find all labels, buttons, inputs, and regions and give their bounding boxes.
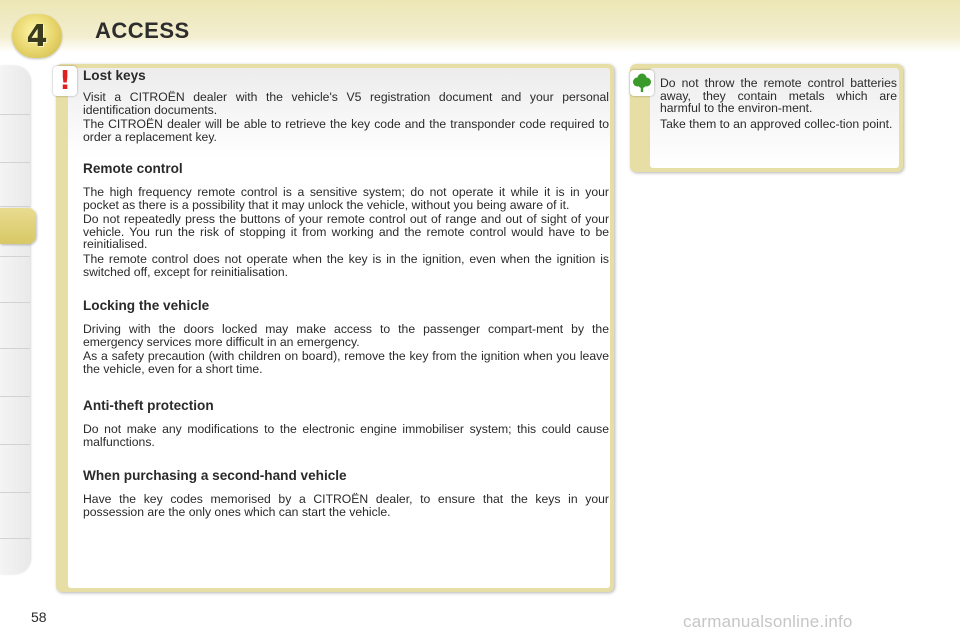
section-remote-control [83,161,609,278]
section-heading: Lost keys [83,68,146,83]
paragraph: The CITROËN dealer will be able to retrieve the key code and the transponder code required to order a replacement key. [83,117,609,144]
paragraph: Do not throw the remote control batteries away, they contain metals which are harmful to the environ-ment. [660,76,897,116]
paragraph: Visit a CITROËN dealer with the vehicle's V5 registration document and your personal identification documents. [83,90,609,117]
chapter-tab-strip [0,66,30,574]
warning-icon: ! [53,66,77,96]
eco-note-text [660,77,897,130]
section-heading: Anti-theft protection [83,398,214,413]
paragraph: Do not make any modifications to the electronic engine immobiliser system; this could cause malfunctions. [83,422,609,449]
chapter-number: 4 [26,18,48,54]
paragraph: Have the key codes memorised by a CITROËN dealer, to ensure that the keys in your possession are the only ones which can start the vehicle. [83,492,609,519]
active-chapter-tab[interactable] [0,208,36,244]
paragraph: Driving with the doors locked may make access to the passenger compart-ment by the emergency services more difficult in an emergency. [83,322,609,349]
paragraph: Take them to an approved collec-tion point. [660,116,893,131]
paragraph: As a safety precaution (with children on board), remove the key from the ignition when you leave the vehicle, even for a short time. [83,349,609,376]
section-lost-keys [83,68,609,143]
section-locking-vehicle [83,298,609,375]
section-heading: When purchasing a second-hand vehicle [83,468,347,483]
chapter-badge [12,14,62,58]
paragraph: The remote control does not operate when the key is in the ignition, even when the ignition is switched off, except for reinitialisation. [83,251,609,279]
tree-icon [630,70,654,96]
paragraph: The high frequency remote control is a sensitive system; do not operate it while it is in your pocket as there is a possibility that it may unlock the vehicle, without you being aware of it. [83,185,609,212]
paragraph: Do not repeatedly press the buttons of your remote control out of range and out of sight of your vehicle. You run the risk of stopping it from working and the remote control would have to be reinitialised. [83,212,609,252]
page-title: ACCESS [95,18,190,43]
section-anti-theft [83,398,609,448]
section-second-hand [83,468,609,518]
section-heading: Locking the vehicle [83,298,210,313]
watermark: carmanualsonline.info [683,612,853,631]
section-heading: Remote control [83,161,183,176]
page-number: 58 [31,609,47,625]
